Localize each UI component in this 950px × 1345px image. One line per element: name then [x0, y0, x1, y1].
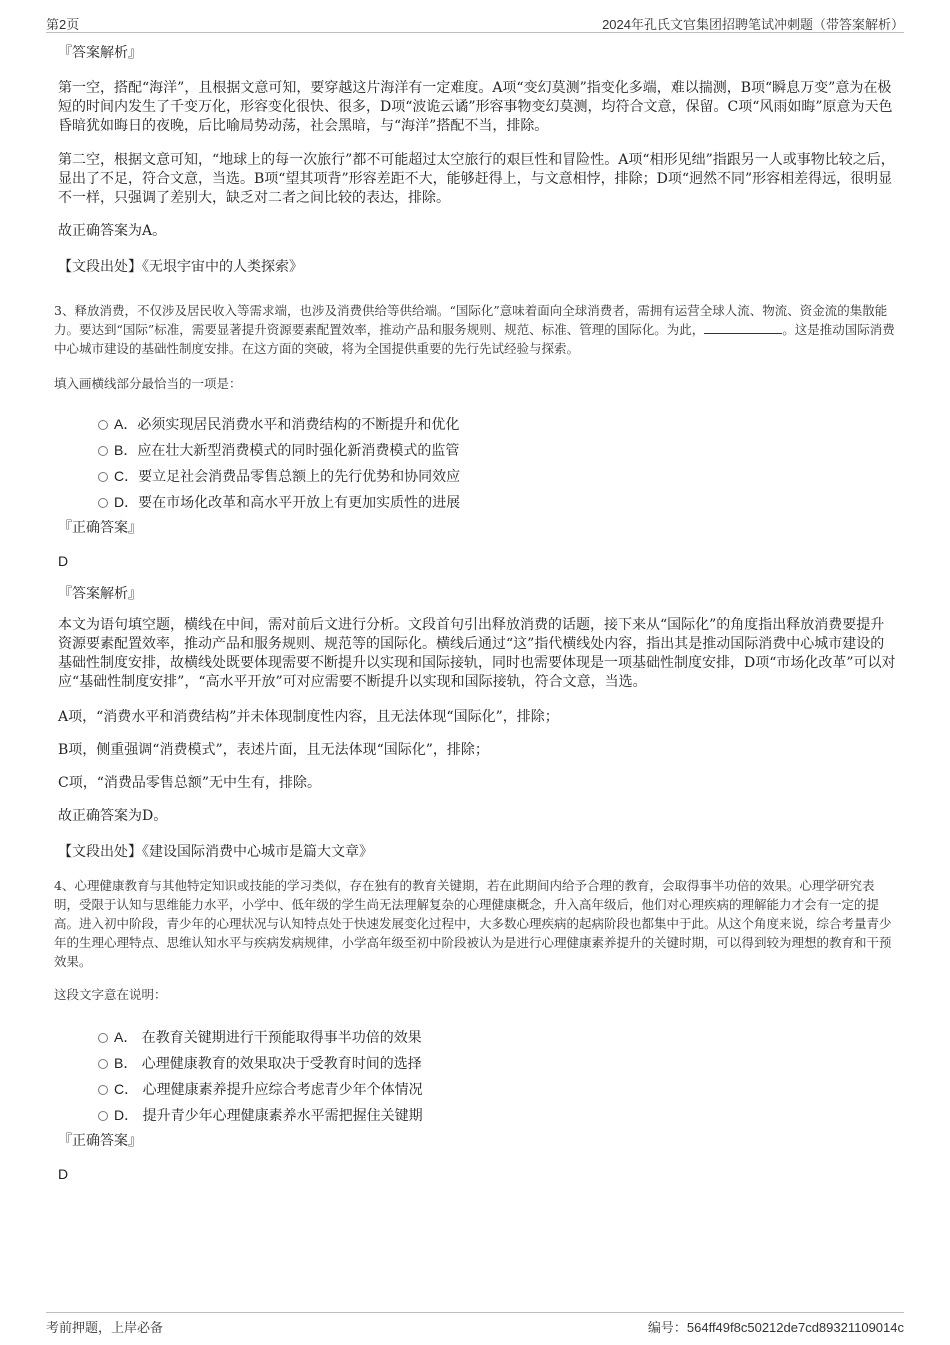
q4-option-b[interactable] [58, 1050, 898, 1076]
q3-source: 【文段出处】《建设国际消费中心城市是篇大文章》 [58, 844, 373, 860]
radio-icon[interactable] [98, 1111, 108, 1121]
q3-stem-part2: 。这是推动国际消费中心城市建设的基础性制度安排。在这方面的突破，将为全国提供重要的先行先试经验与探索。 [54, 322, 895, 356]
q3-stem-part1: 3、释放消费，不仅涉及居民收入等需求端，也涉及消费供给等供给端。“国际化”意味着面向全球消费者，需拥有运营全球人流、物流、资金流的集散能力。要达到“国际”标准，需要显著提升资源要素配置效率，推动产品和服务规则、规范、标准、管理的国际化。为此， [54, 303, 888, 337]
q3-prompt: 填入画横线部分最恰当的一项是： [54, 376, 242, 391]
radio-icon[interactable] [98, 420, 108, 430]
option-letter: C [114, 1081, 125, 1097]
option-text: ．应在壮大新型消费模式的同时强化新消费模式的监管 [123, 443, 460, 459]
radio-icon[interactable] [98, 1033, 108, 1043]
option-text: ． 提升青少年心理健康素养水平需把握住关键期 [124, 1108, 423, 1124]
option-letter: C [114, 468, 125, 484]
option-letter: B [114, 1055, 124, 1071]
option-letter: B [114, 442, 124, 458]
radio-icon[interactable] [98, 1085, 108, 1095]
q4-prompt: 这段文字意在说明： [54, 987, 167, 1002]
footer-slogan: 考前押题，上岸必备 [46, 1320, 164, 1335]
q3-analysis-c: C项，“消费品零售总额”无中生有，排除。 [58, 775, 322, 791]
radio-icon[interactable] [98, 472, 108, 482]
option-text: ． 心理健康教育的效果取决于受教育时间的选择 [123, 1056, 422, 1072]
option-letter: D [114, 494, 125, 510]
q4-stem: 4、心理健康教育与其他特定知识或技能的学习类似，存在独有的教育关键期，若在此期间内给予合理的教育，会取得事半功倍的效果。心理学研究表明，受限于认知与思维能力水平，小学中、低年级的学生尚无法理解复杂的心理健康概念，升入高年级后，他们对心理疾病的理解能力才会有一定的提高。进入初中阶段，青少年的心理状况与认知特点处于快速发展变化过程中，大多数心理疾病的起病阶段也都集中于此。从这个角度来说，综合考量青少年的生理心理特点、思维认知水平与疾病发病规律，小学高年级至初中阶段被认为是进行心理健康素养提升的关键时期，可以得到较为理想的教育和干预效果。 [54, 878, 892, 969]
page-number: 第2页 [46, 17, 80, 32]
q3-correct-label: 『正确答案』 [58, 520, 142, 536]
document-serial: 编号：564ff49f8c50212de7cd89321109014c [647, 1320, 904, 1335]
q3-option-c[interactable] [58, 463, 898, 489]
q3-analysis-p1: 本文为语句填空题，横线在中间，需对前后文进行分析。文段首句引出释放消费的话题，接下来从“国际化”的角度指出释放消费要提升资源要素配置效率，推动产品和服务规则、规范等的国际化。横线后通过“这”指代横线处内容，指出其是推动国际消费中心城市建设的基础性制度安排，故横线处既要体现需要不断提升以实现和国际接轨，同时也需要体现是一项基础性制度安排，D项“市场化改革”可以对应“基础性制度安排”，“高水平开放”可对应需要不断提升以实现和国际接轨，符合文意，当选。 [58, 617, 896, 690]
q3-option-a[interactable] [58, 411, 898, 437]
q4-options [58, 1024, 898, 1128]
q3-correct-answer: D [58, 553, 69, 569]
option-letter: D [114, 1107, 125, 1123]
q3-option-b[interactable] [58, 437, 898, 463]
option-letter: A [114, 416, 124, 432]
q2-source: 【文段出处】《无垠宇宙中的人类探索》 [58, 259, 303, 275]
q3-stem [54, 301, 898, 358]
fill-blank [704, 321, 782, 334]
q3-options [58, 411, 898, 515]
option-letter: A [114, 1029, 124, 1045]
q4-option-a[interactable] [58, 1024, 898, 1050]
q3-option-d[interactable] [58, 489, 898, 515]
q2-analysis-label: 『答案解析』 [58, 45, 142, 61]
q3-analysis-label: 『答案解析』 [58, 586, 142, 602]
q4-option-c[interactable] [58, 1076, 898, 1102]
q4-correct-answer: D [58, 1166, 69, 1182]
q2-analysis-p2: 第二空，根据文意可知，“地球上的每一次旅行”都不可能超过太空旅行的艰巨性和冒险性。A项“相形见绌”指跟另一人或事物比较之后，显出了不足，符合文意，当选。B项“望其项背”形容差距不大，能够赶得上，与文意相悖，排除；D项“迥然不同”形容相差得远，很明显不一样，只强调了差别大，缺乏对二者之间比较的表达，排除。 [58, 152, 895, 206]
q3-analysis-b: B项，侧重强调“消费模式”，表述片面，且无法体现“国际化”，排除； [58, 742, 489, 758]
q4-option-d[interactable] [58, 1102, 898, 1128]
option-text: ．必须实现居民消费水平和消费结构的不断提升和优化 [123, 417, 460, 433]
q4-correct-label: 『正确答案』 [58, 1133, 142, 1149]
page-header [46, 12, 904, 33]
option-text: ． 心理健康素养提升应综合考虑青少年个体情况 [124, 1082, 423, 1098]
q2-analysis-p1: 第一空，搭配“海洋”，且根据文意可知，要穿越这片海洋有一定难度。A项“变幻莫测”指变化多端，难以揣测，B项“瞬息万变”意为在极短的时间内发生了千变万化，形容变化很快、很多，D项“波诡云谲”形容事物变幻莫测，均符合文意，保留。C项“风雨如晦”原意为天色昏暗犹如晦日的夜晚，后比喻局势动荡，社会黑暗，与“海洋”搭配不当，排除。 [58, 80, 893, 134]
radio-icon[interactable] [98, 498, 108, 508]
option-text: ． 在教育关键期进行干预能取得事半功倍的效果 [123, 1030, 422, 1046]
option-text: ．要立足社会消费品零售总额上的先行优势和协同效应 [124, 469, 461, 485]
q2-conclusion: 故正确答案为A。 [58, 223, 167, 239]
radio-icon[interactable] [98, 446, 108, 456]
q3-conclusion: 故正确答案为D。 [58, 808, 168, 824]
option-text: ．要在市场化改革和高水平开放上有更加实质性的进展 [124, 495, 461, 511]
main-content [54, 44, 898, 1198]
q3-analysis-a: A项，“消费水平和消费结构”并未体现制度性内容，且无法体现“国际化”，排除； [58, 709, 559, 725]
document-title: 2024年孔氏文官集团招聘笔试冲刺题（带答案解析） [602, 17, 904, 32]
radio-icon[interactable] [98, 1059, 108, 1069]
page-footer [46, 1312, 904, 1337]
